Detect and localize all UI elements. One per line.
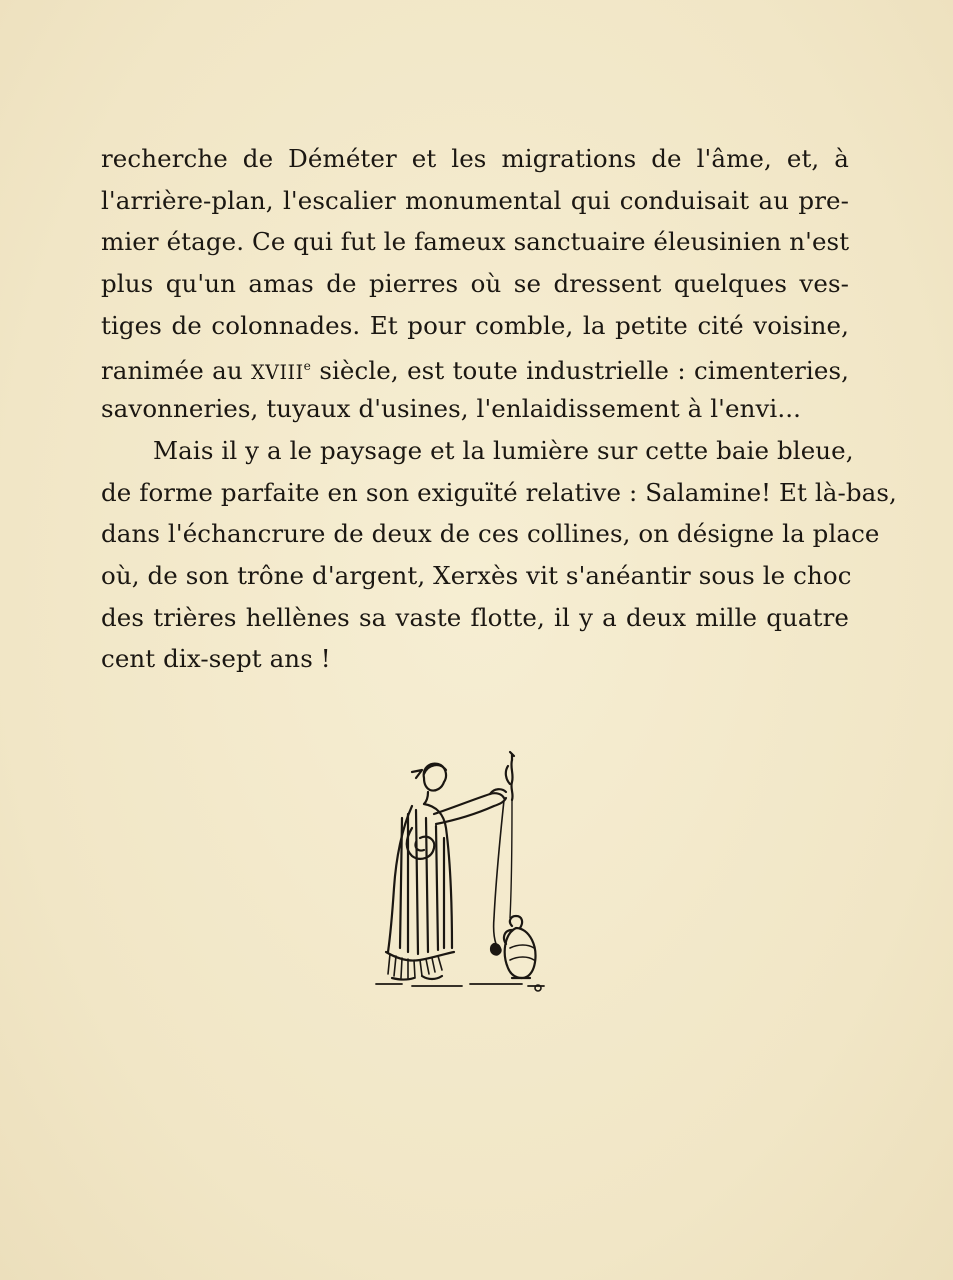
text-line: dans l'échancrure de deux de ces collines, on désigne la place [101,519,880,549]
century-superscript: e [303,359,311,374]
text-line [101,346,849,388]
woman-with-spindle-and-jug-icon [372,748,552,994]
text-line: recherche de Déméter et les migrations de l'âme, et, à [101,144,849,173]
text-line: plus qu'un amas de pierres où se dressent quelques ves- [101,269,849,299]
text-line: tiges de colonnades. Et pour comble, la petite cité voisine, [101,310,849,340]
text-line: cent dix-sept ans ! [101,644,331,674]
text-line: savonneries, tuyaux d'usines, l'enlaidissement à l'envi... [101,394,802,424]
text-fragment: ranimée au [101,356,243,386]
body-text [101,138,897,680]
text-line: Mais il y a le paysage et la lumière sur cette baie bleue, [153,435,854,465]
text-line: de forme parfaite en son exiguïté relative : Salamine! Et là-bas, [101,477,897,507]
text-line: des trières hellènes sa vaste flotte, il y a deux mille quatre [101,602,849,632]
text-line: mier étage. Ce qui fut le fameux sanctuaire éleusinien n'est [101,227,850,257]
text-fragment: siècle, est toute industrielle : cimenteries, [319,356,850,386]
text-line: où, de son trône d'argent, Xerxès vit s'anéantir sous le choc [101,560,852,590]
century-numeral: XVIII [251,361,304,385]
text-line: l'arrière-plan, l'escalier monumental qui conduisait au pre- [101,185,849,215]
